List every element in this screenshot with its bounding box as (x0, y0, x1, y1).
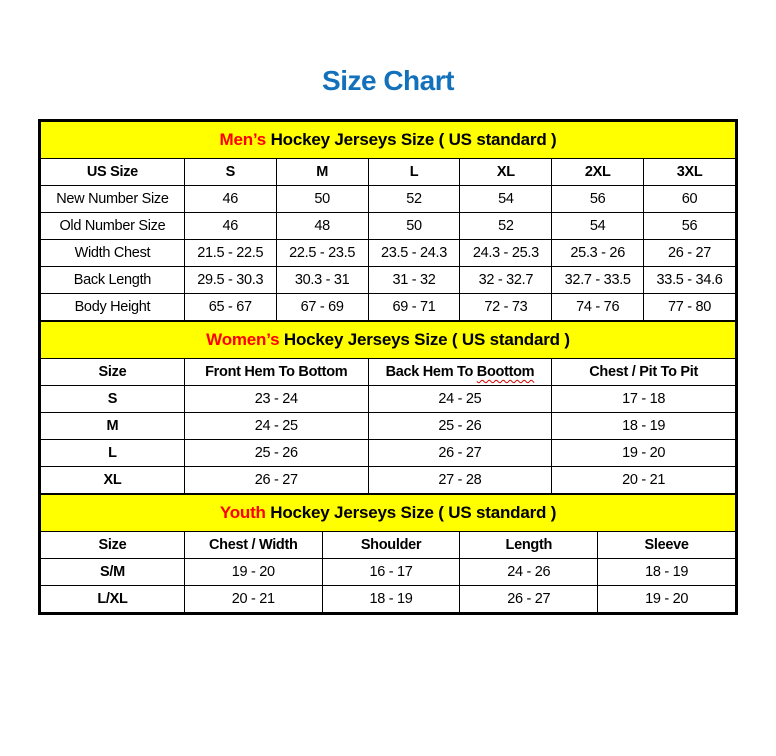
mens-cell-r2-c5: 26 - 27 (644, 240, 736, 267)
womens-section-band-row (41, 322, 736, 359)
youth-row-label-0: S/M (41, 559, 185, 586)
mens-cell-r4-c3: 72 - 73 (460, 294, 552, 321)
womens-cell-r0-c2: 17 - 18 (552, 386, 736, 413)
mens-cell-r1-c2: 50 (368, 213, 460, 240)
womens-row-label-0: S (41, 386, 185, 413)
youth-col-header-2: Shoulder (322, 532, 460, 559)
mens-cell-r3-c0: 29.5 - 30.3 (184, 267, 276, 294)
mens-column-header-row (41, 159, 736, 186)
womens-cell-r2-c2: 19 - 20 (552, 440, 736, 467)
womens-data-row-3 (41, 467, 736, 494)
womens-size-table (40, 321, 736, 494)
womens-row-label-2: L (41, 440, 185, 467)
womens-cell-r2-c1: 26 - 27 (368, 440, 552, 467)
womens-cell-r2-c0: 25 - 26 (184, 440, 368, 467)
youth-cell-r0-c0: 19 - 20 (184, 559, 322, 586)
mens-data-row-0 (41, 186, 736, 213)
mens-cell-r2-c3: 24.3 - 25.3 (460, 240, 552, 267)
mens-row-label-3: Back Length (41, 267, 185, 294)
youth-col-header-1: Chest / Width (184, 532, 322, 559)
mens-col-header-0: US Size (41, 159, 185, 186)
mens-col-header-4: XL (460, 159, 552, 186)
womens-data-row-1 (41, 413, 736, 440)
womens-data-row-2 (41, 440, 736, 467)
mens-cell-r2-c4: 25.3 - 26 (552, 240, 644, 267)
mens-cell-r4-c0: 65 - 67 (184, 294, 276, 321)
womens-col-header-0: Size (41, 359, 185, 386)
mens-col-header-5: 2XL (552, 159, 644, 186)
mens-cell-r3-c1: 30.3 - 31 (276, 267, 368, 294)
youth-section-title (41, 495, 736, 532)
mens-cell-r1-c0: 46 (184, 213, 276, 240)
youth-col-header-4: Sleeve (598, 532, 736, 559)
youth-cell-r1-c1: 18 - 19 (322, 586, 460, 613)
womens-cell-r3-c1: 27 - 28 (368, 467, 552, 494)
youth-section-title-highlight: Youth (219, 503, 266, 522)
mens-col-header-2: M (276, 159, 368, 186)
mens-cell-r0-c3: 54 (460, 186, 552, 213)
womens-col-header-2: Back Hem To Boottom (368, 359, 552, 386)
womens-row-label-1: M (41, 413, 185, 440)
mens-col-header-6: 3XL (644, 159, 736, 186)
youth-cell-r0-c1: 16 - 17 (322, 559, 460, 586)
mens-cell-r0-c5: 60 (644, 186, 736, 213)
womens-data-row-0 (41, 386, 736, 413)
mens-cell-r0-c2: 52 (368, 186, 460, 213)
mens-section-title (41, 122, 736, 159)
mens-data-row-3 (41, 267, 736, 294)
mens-cell-r1-c4: 54 (552, 213, 644, 240)
mens-cell-r4-c1: 67 - 69 (276, 294, 368, 321)
youth-cell-r0-c2: 24 - 26 (460, 559, 598, 586)
womens-row-label-3: XL (41, 467, 185, 494)
womens-cell-r3-c2: 20 - 21 (552, 467, 736, 494)
mens-size-table (40, 121, 736, 321)
mens-cell-r4-c5: 77 - 80 (644, 294, 736, 321)
mens-data-row-4 (41, 294, 736, 321)
mens-row-label-4: Body Height (41, 294, 185, 321)
size-chart-tables (38, 119, 738, 615)
youth-cell-r1-c3: 19 - 20 (598, 586, 736, 613)
mens-cell-r2-c1: 22.5 - 23.5 (276, 240, 368, 267)
mens-data-row-2 (41, 240, 736, 267)
mens-col-header-3: L (368, 159, 460, 186)
womens-cell-r1-c1: 25 - 26 (368, 413, 552, 440)
mens-cell-r3-c3: 32 - 32.7 (460, 267, 552, 294)
mens-data-row-1 (41, 213, 736, 240)
mens-cell-r4-c2: 69 - 71 (368, 294, 460, 321)
youth-section-title-rest: Hockey Jerseys Size ( US standard ) (265, 503, 557, 522)
womens-cell-r0-c0: 23 - 24 (184, 386, 368, 413)
mens-row-label-2: Width Chest (41, 240, 185, 267)
youth-data-row-0 (41, 559, 736, 586)
womens-column-header-row (41, 359, 736, 386)
mens-cell-r1-c1: 48 (276, 213, 368, 240)
youth-data-row-1 (41, 586, 736, 613)
mens-cell-r1-c5: 56 (644, 213, 736, 240)
mens-cell-r2-c2: 23.5 - 24.3 (368, 240, 460, 267)
youth-cell-r1-c2: 26 - 27 (460, 586, 598, 613)
mens-section-title-rest: Hockey Jerseys Size ( US standard ) (266, 130, 557, 149)
womens-section-title (41, 322, 736, 359)
womens-cell-r0-c1: 24 - 25 (368, 386, 552, 413)
mens-cell-r2-c0: 21.5 - 22.5 (184, 240, 276, 267)
womens-col-header-1: Front Hem To Bottom (184, 359, 368, 386)
mens-col-header-1: S (184, 159, 276, 186)
youth-col-header-0: Size (41, 532, 185, 559)
youth-col-header-3: Length (460, 532, 598, 559)
mens-cell-r3-c2: 31 - 32 (368, 267, 460, 294)
mens-cell-r1-c3: 52 (460, 213, 552, 240)
womens-section-title-rest: Hockey Jerseys Size ( US standard ) (279, 330, 570, 349)
mens-cell-r3-c5: 33.5 - 34.6 (644, 267, 736, 294)
youth-column-header-row (41, 532, 736, 559)
womens-col-header-3: Chest / Pit To Pit (552, 359, 736, 386)
mens-row-label-1: Old Number Size (41, 213, 185, 240)
youth-row-label-1: L/XL (41, 586, 185, 613)
womens-cell-r1-c2: 18 - 19 (552, 413, 736, 440)
youth-size-table (40, 494, 736, 613)
mens-cell-r3-c4: 32.7 - 33.5 (552, 267, 644, 294)
womens-cell-r1-c0: 24 - 25 (184, 413, 368, 440)
youth-section-band-row (41, 495, 736, 532)
womens-section-title-highlight: Women’s (206, 330, 280, 349)
page-title: Size Chart (322, 65, 454, 96)
mens-cell-r0-c4: 56 (552, 186, 644, 213)
mens-cell-r0-c0: 46 (184, 186, 276, 213)
youth-cell-r1-c0: 20 - 21 (184, 586, 322, 613)
misspelled-word: Boottom (476, 364, 535, 380)
mens-section-band-row (41, 122, 736, 159)
size-chart-page (0, 64, 776, 615)
youth-cell-r0-c3: 18 - 19 (598, 559, 736, 586)
mens-cell-r0-c1: 50 (276, 186, 368, 213)
mens-section-title-highlight: Men’s (219, 130, 267, 149)
womens-cell-r3-c0: 26 - 27 (184, 467, 368, 494)
mens-row-label-0: New Number Size (41, 186, 185, 213)
mens-cell-r4-c4: 74 - 76 (552, 294, 644, 321)
